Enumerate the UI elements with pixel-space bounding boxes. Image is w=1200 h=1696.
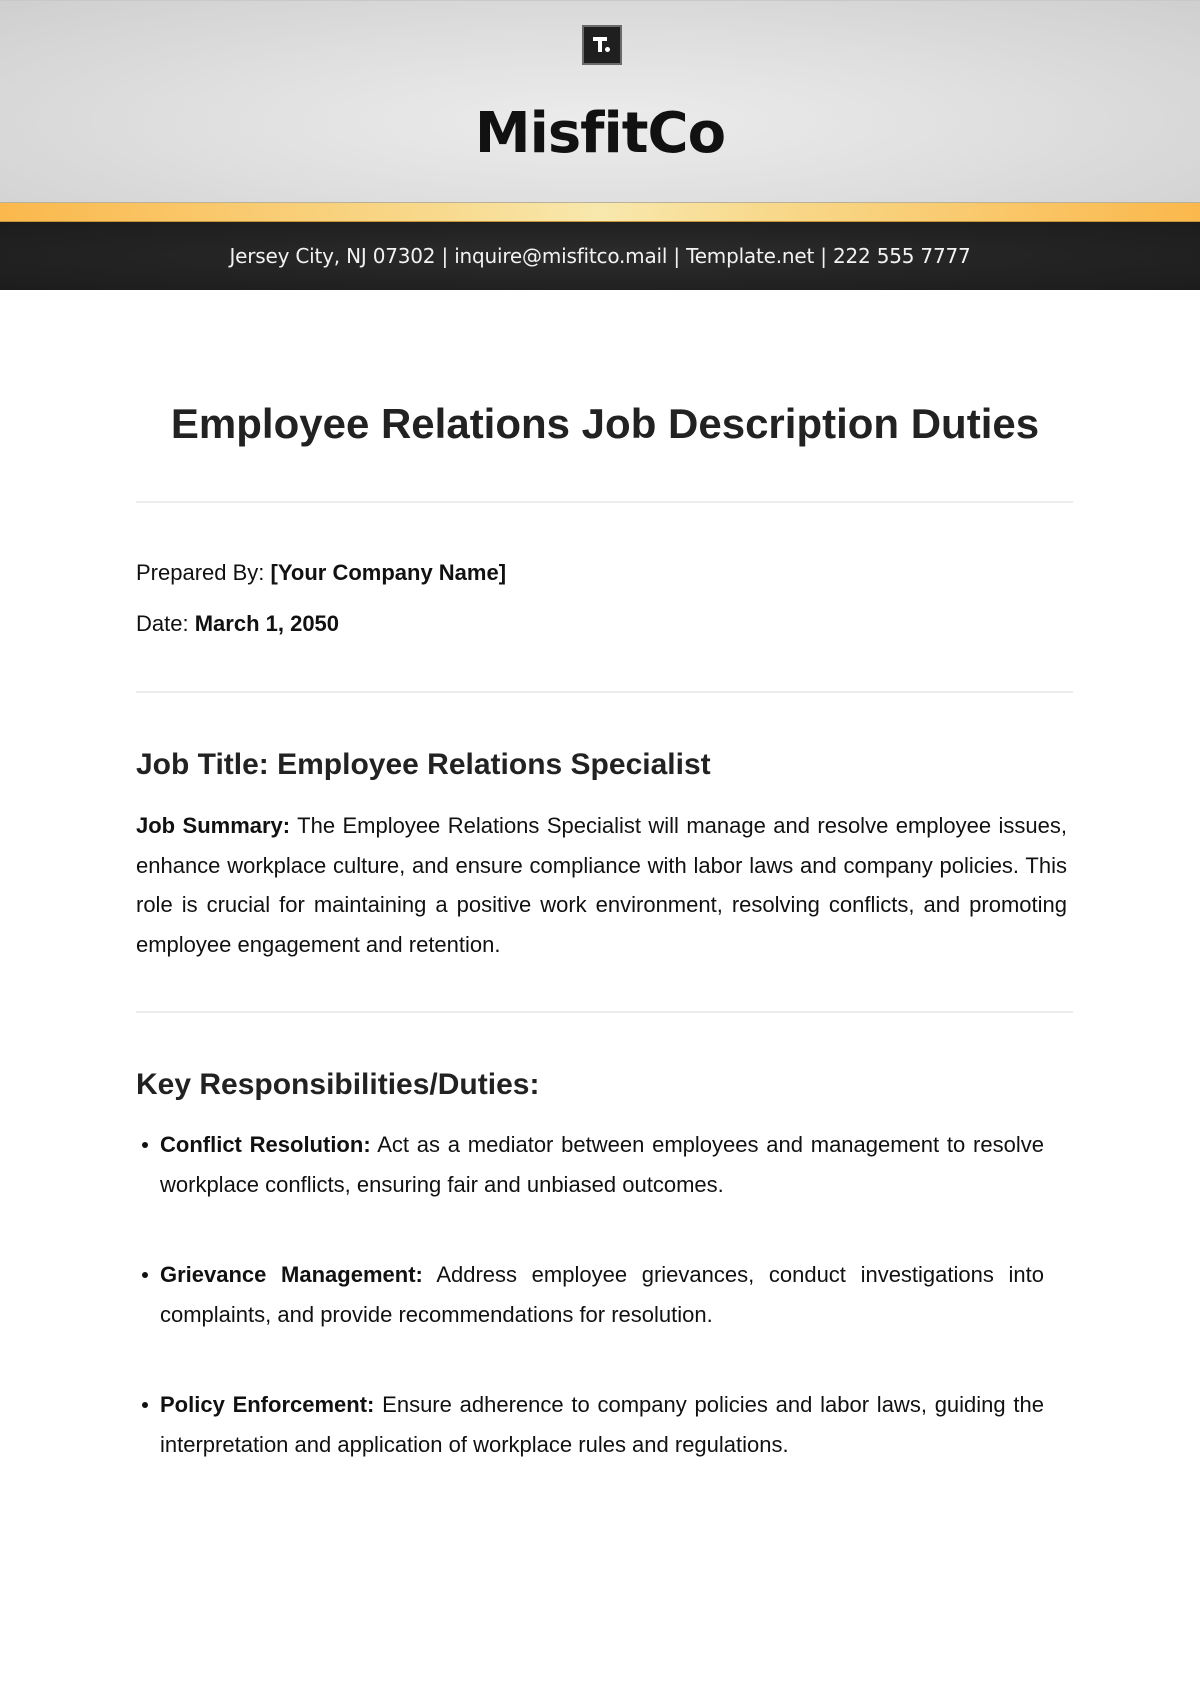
duty-item — [136, 1125, 1044, 1204]
bullet-icon — [142, 1142, 148, 1148]
duty-text: Act as a mediator between employees and management to resolve workplace conflicts, ensuring fair and unbiased outcomes. — [160, 1132, 1044, 1197]
duty-label: Conflict Resolution: — [160, 1132, 371, 1157]
contact-info: Jersey City, NJ 07302 | inquire@misfitco.mail | Template.net | 222 555 7777 — [229, 244, 971, 268]
duty-text: Ensure adherence to company policies and labor laws, guiding the interpretation and application of workplace rules and regulations. — [160, 1392, 1044, 1457]
bullet-icon — [142, 1402, 148, 1408]
document-title: Employee Relations Job Description Duties — [170, 400, 1040, 447]
prepared-by-value: [Your Company Name] — [270, 560, 507, 585]
company-brand-name: MisfitCo — [474, 101, 726, 166]
job-summary-text: The Employee Relations Specialist will manage and resolve employee issues, enhance workplace culture, and ensure compliance with labor laws and company policies. This role is crucial for maintaining a positive work environment, resolving conflicts, and promoting employee engagement and retention. — [136, 813, 1067, 957]
date-line — [136, 611, 339, 637]
t-logo-icon — [591, 34, 613, 56]
divider — [136, 1011, 1073, 1013]
duty-label: Policy Enforcement: — [160, 1392, 375, 1417]
duty-item — [136, 1255, 1044, 1334]
date-label: Date: — [136, 611, 189, 636]
letterhead-header — [0, 0, 1200, 203]
contact-bar — [0, 222, 1200, 290]
duty-text: Address employee grievances, conduct investigations into complaints, and provide recommendations for resolution. — [160, 1262, 1044, 1327]
divider — [136, 501, 1073, 503]
responsibilities-heading: Key Responsibilities/Duties: — [136, 1068, 540, 1101]
template-logo — [582, 25, 622, 65]
job-summary — [136, 806, 1067, 964]
job-title-heading: Job Title: Employee Relations Specialist — [136, 748, 711, 781]
divider — [136, 691, 1073, 693]
job-summary-label: Job Summary: — [136, 813, 291, 838]
prepared-by-line — [136, 560, 506, 586]
gold-accent-band — [0, 203, 1200, 222]
bullet-icon — [142, 1272, 148, 1278]
date-value: March 1, 2050 — [194, 611, 340, 636]
duty-item — [136, 1385, 1044, 1464]
prepared-by-label: Prepared By: — [136, 560, 265, 585]
duties-list — [136, 1125, 1044, 1515]
duty-label: Grievance Management: — [160, 1262, 423, 1287]
